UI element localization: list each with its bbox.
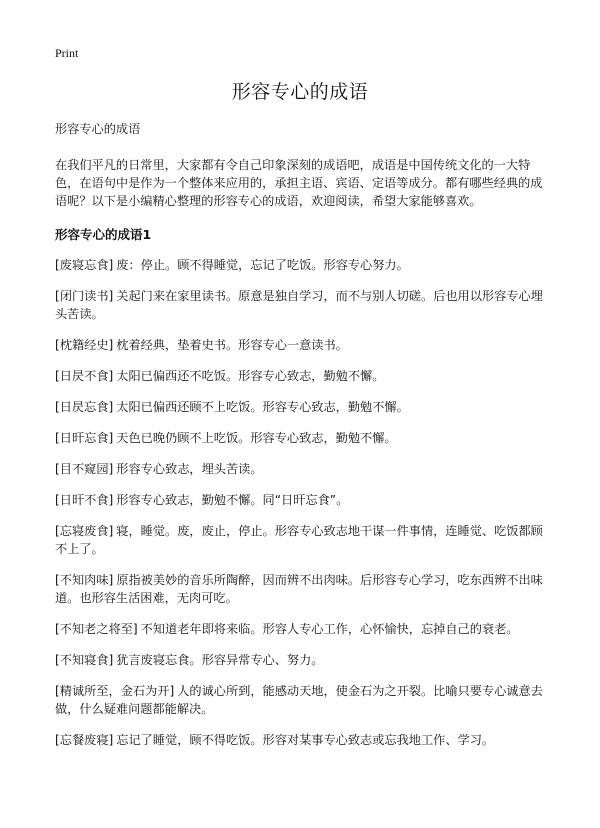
article-subtitle: 形容专心的成语 [55,122,141,136]
idiom-term: [忘寝废食] [55,524,114,538]
idiom-definition: 犹言废寝忘食。形容异常专心、努力。 [116,653,324,667]
idiom-entry [55,367,550,385]
idiom-entry [55,256,550,274]
idiom-definition: 太阳已偏西还不吃饭。形容专心致志，勤勉不懈。 [116,369,385,383]
idiom-term: [目不窥园] [55,462,114,476]
idiom-term: [忘餐废寝] [55,733,114,747]
idiom-definition: 关起门来在家里读书。原意是独自学习，而不与别人切磋。后也用以形容专心埋头苦读。 [55,289,543,321]
idiom-term: [日昃不食] [55,369,114,383]
idiom-term: [日旰不食] [55,493,114,507]
section-heading: 形容专心的成语1 [55,227,152,242]
idiom-entry [55,491,550,509]
idiom-term: [不知肉味] [55,573,114,587]
idiom-term: [不知寝食] [55,653,114,667]
idiom-definition: 天色已晚仍顾不上吃饭。形容专心致志，勤勉不懈。 [116,431,397,445]
idiom-definition: 寝，睡觉。废，废止，停止。形容专心致志地干谋一件事情，连睡觉、吃饭都顾不上了。 [55,524,543,556]
idiom-definition: 不知道老年即将来临。形容人专心工作，心怀愉快，忘掉自己的衰老。 [140,622,519,636]
idiom-entry [55,571,550,607]
idiom-definition: 形容专心致志，勤勉不懈。同“日旰忘食”。 [116,493,349,507]
idiom-entry [55,287,550,323]
page-title: 形容专心的成语 [231,81,369,103]
idiom-definition: 人的诚心所到，能感动天地，使金石为之开裂。比喻只要专心诚意去做，什么疑难问题都能解决。 [55,684,543,716]
idiom-term: [日旰忘食] [55,431,114,445]
idiom-entry [55,398,550,416]
idiom-definition: 太阳已偏西还顾不上吃饭。形容专心致志，勤勉不懈。 [116,400,409,414]
idiom-entry [55,651,550,669]
idiom-term: [精诚所至，金石为开] [55,684,175,698]
idiom-entry [55,731,550,749]
idiom-definition: 原指被美妙的音乐所陶醉，因而辨不出肉味。后形容专心学习，吃东西辨不出味道。也形容生活困难，无肉可吃。 [55,573,543,605]
idiom-term: [日昃忘食] [55,400,114,414]
idiom-term: [废寝忘食] [55,258,114,272]
idiom-definition: 忘记了睡觉，顾不得吃饭。形容对某事专心致志或忘我地工作、学习。 [116,733,495,747]
idiom-term: [闭门读书] [55,289,114,303]
idiom-definition: 废：停止。顾不得睡觉，忘记了吃饭。形容专心努力。 [116,258,409,272]
idiom-definition: 形容专心致志，埋头苦读。 [116,462,263,476]
idiom-term: [不知老之将至] [55,622,138,636]
idiom-entry [55,460,550,478]
idiom-entry [55,336,550,354]
idiom-entry [55,682,550,718]
intro-paragraph: 在我们平凡的日常里，大家都有令自己印象深刻的成语吧，成语是中国传统文化的一大特色，在语句中是作为一个整体来应用的，承担主语、宾语、定语等成分。都有哪些经典的成语呢？以下是小编精心整理的形容专心的成语，欢迎阅读，希望大家能够喜欢。 [55,158,543,208]
idiom-entry [55,522,550,558]
idiom-definition: 枕着经典，垫着史书。形容专心一意读书。 [116,338,348,352]
idiom-entry [55,620,550,638]
idiom-entry [55,429,550,447]
print-link[interactable]: Print [55,46,79,60]
article-body [55,120,550,762]
idiom-term: [枕籍经史] [55,338,114,352]
